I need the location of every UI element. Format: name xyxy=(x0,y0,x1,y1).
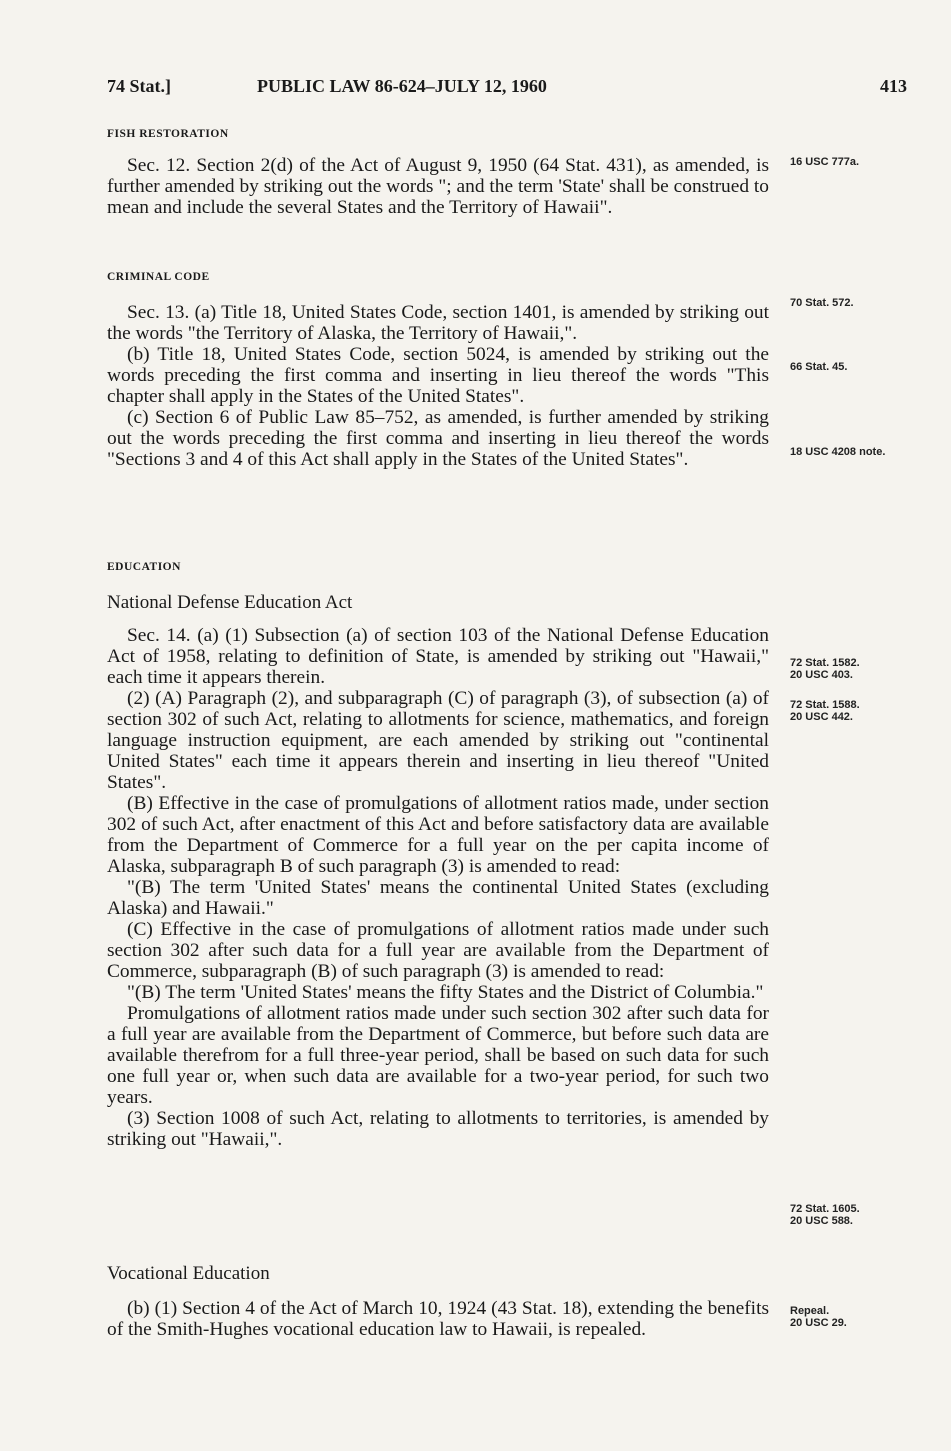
ndea-heading: National Defense Education Act xyxy=(107,592,353,613)
volume-reference: 74 Stat.] xyxy=(107,76,171,96)
running-head xyxy=(107,76,907,100)
margin-note-66stat45: 66 Stat. 45. xyxy=(790,361,848,373)
section-14a2A: (2) (A) Paragraph (2), and subparagraph (C) of paragraph (3), of subsection (a) of section 302 of such Act, relating to allotments for science, mathematics, and foreign language instruction equipment, are each amended by striking out "continental United States" each time it appears therein and inserting in lieu thereof "United States". xyxy=(107,688,769,793)
criminal-code-block xyxy=(107,267,769,470)
margin-note-18usc4208: 18 USC 4208 note. xyxy=(790,446,886,458)
education-block xyxy=(107,557,769,1150)
margin-note-70stat572: 70 Stat. 572. xyxy=(790,297,854,309)
section-14a1: Sec. 14. (a) (1) Subsection (a) of section 103 of the National Defense Education Act of 1958, relating to definition of State, is amended by striking out "Hawaii," each time it appears therein. xyxy=(107,625,769,688)
law-title: PUBLIC LAW 86-624–JULY 12, 1960 xyxy=(257,76,547,96)
margin-note-72stat1588: 72 Stat. 1588. 20 USC 442. xyxy=(790,699,860,723)
section-13c: (c) Section 6 of Public Law 85–752, as amended, is further amended by striking out the words preceding the first comma and inserting in lieu thereof the words "Sections 3 and 4 of this Act shall apply in the States of the United States". xyxy=(107,407,769,470)
section-14b1: (b) (1) Section 4 of the Act of March 10, 1924 (43 Stat. 18), extending the benefits of the Smith-Hughes vocational education law to Hawaii, is repealed. xyxy=(107,1298,769,1340)
margin-note-72stat1605: 72 Stat. 1605. 20 USC 588. xyxy=(790,1203,860,1227)
fish-restoration-heading: FISH RESTORATION xyxy=(107,128,229,140)
page-number: 413 xyxy=(880,76,907,96)
section-13a: Sec. 13. (a) Title 18, United States Code, section 1401, is amended by striking out the words "the Territory of Alaska, the Territory of Hawaii,". xyxy=(107,302,769,344)
fish-restoration-block xyxy=(107,124,769,218)
vocational-block xyxy=(107,1263,769,1340)
quoted-definition-1: "(B) The term 'United States' means the continental United States (excluding Alaska) and Hawaii." xyxy=(107,877,769,919)
criminal-code-heading: CRIMINAL CODE xyxy=(107,271,210,283)
vocational-heading: Vocational Education xyxy=(107,1263,270,1284)
promulgations-paragraph: Promulgations of allotment ratios made under such section 302 after such data for a full year are available from the Department of Commerce, but before such data are available therefrom for a full three-year period, shall be based on such data for such one full year or, when such data are available for a two-year period, for such two years. xyxy=(107,1003,769,1108)
section-14a2C: (C) Effective in the case of promulgations of allotment ratios made under such section 302 after such data for a full year are available from the Department of Commerce, subparagraph (B) of such paragraph (3) is amended to read: xyxy=(107,919,769,982)
margin-note-repeal: Repeal. 20 USC 29. xyxy=(790,1305,847,1329)
section-14a2B: (B) Effective in the case of promulgations of allotment ratios made, under section 302 of such Act, after enactment of this Act and before satisfactory data are available from the Department of Commerce for a full year on the per capita income of Alaska, subparagraph B of such paragraph (3) is amended to read: xyxy=(107,793,769,877)
margin-note-72stat1582: 72 Stat. 1582. 20 USC 403. xyxy=(790,657,860,681)
section-14a3: (3) Section 1008 of such Act, relating to allotments to territories, is amended by striking out "Hawaii,". xyxy=(107,1108,769,1150)
quoted-definition-2: "(B) The term 'United States' means the fifty States and the District of Columbia." xyxy=(127,982,764,1003)
education-heading: EDUCATION xyxy=(107,561,181,573)
section-12: Sec. 12. Section 2(d) of the Act of August 9, 1950 (64 Stat. 431), as amended, is further amended by striking out the words "; and the term 'State' shall be construed to mean and include the several States and the Territory of Hawaii". xyxy=(107,155,769,218)
section-13b: (b) Title 18, United States Code, section 5024, is amended by striking out the words preceding the first comma and inserting in lieu thereof the words "This chapter shall apply in the States of the United States". xyxy=(107,344,769,407)
margin-note-16usc777a: 16 USC 777a. xyxy=(790,156,860,168)
